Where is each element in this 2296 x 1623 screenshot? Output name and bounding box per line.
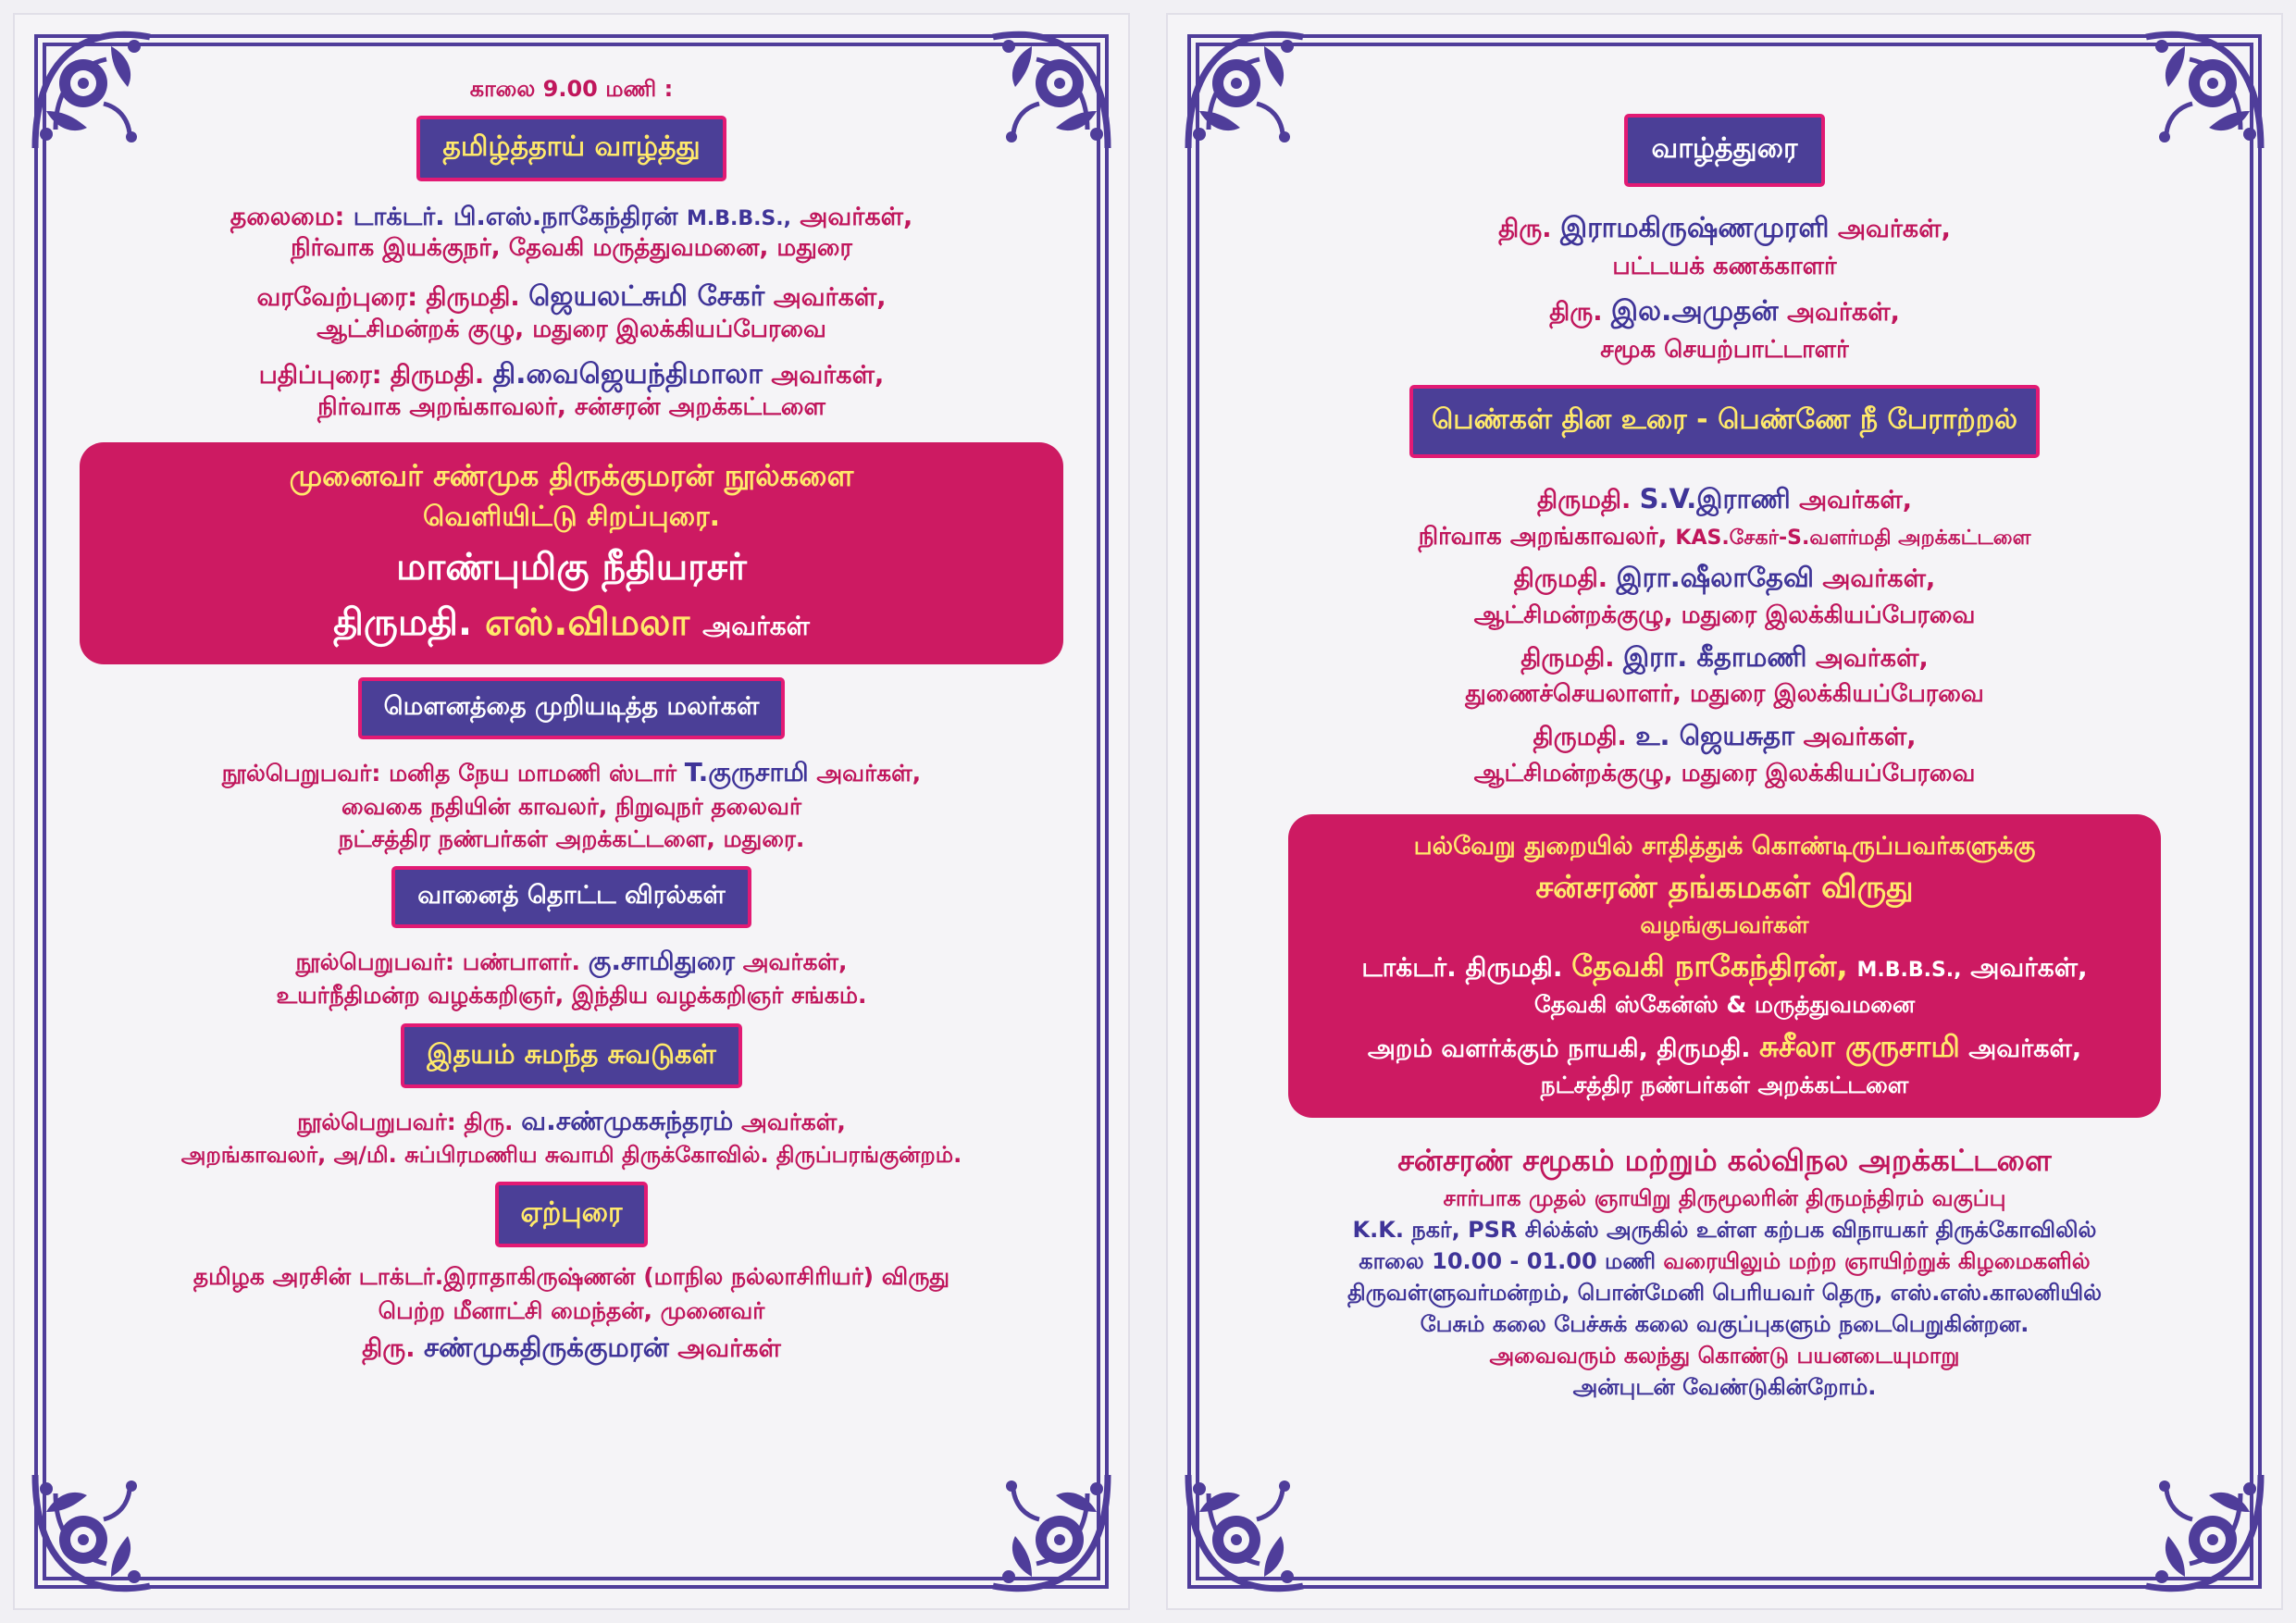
- right-content: [1233, 66, 2216, 1557]
- footer-notice: சன்சரண் சமூகம் மற்றும் கல்விநல அறக்கட்டளை சார்பாக முதல் ஞாயிறு திருமூலரின் திருமந்திரம் வகுப்பு K.K. நகர், PSR சில்க்ஸ் அருகில் உள்ள கற்பக விநாயகர் திருக்கோவிலில் காலை 10.00 - 01.00 மணி வரையிலும் மற்ற ஞாயிற்றுக் கிழமைகளில் திருவள்ளுவர்மன்றம், பொன்மேனி பெரியவர் தெரு, எஸ்.எஸ்.காலனியில் பேசும் கலை பேச்சுக் கலை வகுப்புகளும் நடைபெறுகின்றன. அவைவரும் கலந்து கொண்டு பயனடையுமாறு அன்புடன் வேண்டுகின்றோம்.: [1233, 1142, 2216, 1401]
- chief-guest-name: எஸ்.விமலா: [485, 601, 690, 644]
- section-title-invocation: தமிழ்த்தாய் வாழ்த்து: [416, 116, 726, 181]
- section-title-book1: மௌனத்தை முறியடித்த மலர்கள்: [358, 677, 786, 739]
- acceptance-block: தமிழக அரசின் டாக்டர்.இராதாகிருஷ்ணன் (மாநில நல்லாசிரியர்) விருது பெற்ற மீனாட்சி மைந்தன், முனைவர் திரு. சண்முகதிருக்குமரன் அவர்கள்: [192, 1262, 950, 1363]
- section-title-acceptance: ஏற்புரை: [495, 1182, 649, 1247]
- book1-recipient: நூல்பெறுபவர்: மனித நேய மாமணி ஸ்டார் T.குருசாமி அவர்கள், வைகை நதியின் காவலர், நிறுவுநர் தலைவர் நட்சத்திர நண்பர்கள் அறக்கட்டளை, மதுரை.: [221, 756, 922, 852]
- womens-speaker-1: திருமதி. S.V.இராணி அவர்கள், நிர்வாக அறங்காவலர், KAS.சேகர்-S.வளர்மதி அறக்கட்டளை: [1418, 483, 2031, 551]
- left-content: [80, 66, 1063, 1557]
- publisher-block: பதிப்புரை: திருமதி. தி.வைஜெயந்திமாலா அவர்கள், நிர்வாக அறங்காவலர், சன்சரன் அறக்கட்டளை: [258, 358, 885, 421]
- section-title-greetings: வாழ்த்துரை: [1624, 114, 1826, 187]
- left-page: [13, 13, 1130, 1610]
- publisher-name: தி.வைஜெயந்திமாலா: [492, 358, 763, 391]
- author-name: முனைவர் சண்முக திருக்குமரன்: [289, 458, 714, 494]
- section-title-book2: வானைத் தொட்ட விரல்கள்: [391, 866, 751, 928]
- time-label: காலை 9.00 மணி :: [469, 76, 674, 102]
- welcome-speaker-name: ஜெயலட்சுமி சேகர்: [528, 280, 765, 314]
- womens-speaker-4: திருமதி. உ. ஜெயசுதா அவர்கள், ஆட்சிமன்றக்குழு, மதுரை இலக்கியப்பேரவை: [1473, 719, 1976, 787]
- book2-recipient: நூல்பெறுபவர்: பண்பாளர். கு.சாமிதுரை அவர்கள், உயர்நீதிமன்ற வழக்கறிஞர், இந்திய வழக்கறிஞர் சங்கம்.: [276, 946, 867, 1010]
- award-box: பல்வேறு துறையில் சாதித்துக் கொண்டிருப்பவர்களுக்கு சன்சரண் தங்கமகள் விருது வழங்குபவர்கள் டாக்டர். திருமதி. தேவகி நாகேந்திரன், M.B.B.S., அவர்கள், தேவகி ஸ்கேன்ஸ் & மருத்துவமனை அறம் வளர்க்கும் நாயகி, திருமதி. சுசீலா குருசாமி அவர்கள், நட்சத்திர நண்பர்கள் அறக்கட்டளை: [1288, 814, 2161, 1118]
- section-title-book3: இதயம் சுமந்த சுவடுகள்: [401, 1023, 742, 1088]
- womens-speaker-2: திருமதி. இரா.ஷீலாதேவி அவர்கள், ஆட்சிமன்றக்குழு, மதுரை இலக்கியப்பேரவை: [1473, 562, 1976, 629]
- greeting-2: திரு. இல.அமுதன் அவர்கள், சமூக செயற்பாட்டாளர்: [1549, 295, 1900, 364]
- award-name: சன்சரண் தங்கமகள் விருது: [1535, 868, 1914, 906]
- right-page: [1166, 13, 2283, 1610]
- book3-recipient: நூல்பெறுபவர்: திரு. வ.சண்முகசுந்தரம் அவர்கள், அறங்காவலர், அ/மி. சுப்பிரமணிய சுவாமி திருக்கோவில். திருப்பரங்குன்றம்.: [180, 1105, 962, 1168]
- chair-block: தலைமை: டாக்டர். பி.எஸ்.நாகேந்திரன் M.B.B.S., அவர்கள், நிர்வாக இயக்குநர், தேவகி மருத்துவமனை, மதுரை: [230, 203, 913, 262]
- book-release-box: முனைவர் சண்முக திருக்குமரன் நூல்களை வெளியிட்டு சிறப்புரை. மாண்புமிகு நீதியரசர் திருமதி. எஸ்.விமலா அவர்கள்: [80, 442, 1063, 664]
- welcome-block: வரவேற்புரை: திருமதி. ஜெயலட்சுமி சேகர் அவர்கள், ஆட்சிமன்றக் குழு, மதுரை இலக்கியப்பேரவை: [256, 280, 887, 343]
- womens-speaker-3: திருமதி. இரா. கீதாமணி அவர்கள், துணைச்செயலாளர், மதுரை இலக்கியப்பேரவை: [1465, 640, 1984, 709]
- trust-name: சன்சரண் சமூகம் மற்றும் கல்விநல அறக்கட்டளை: [1397, 1143, 2052, 1178]
- greeting-1: திரு. இராமகிருஷ்ணமுரளி அவர்கள், பட்டயக் கணக்காளர்: [1498, 212, 1951, 280]
- section-title-womens-day: பெண்கள் தின உரை - பெண்ணே நீ பேராற்றல்: [1409, 385, 2040, 458]
- chair-name: டாக்டர். பி.எஸ்.நாகேந்திரன்: [353, 203, 678, 231]
